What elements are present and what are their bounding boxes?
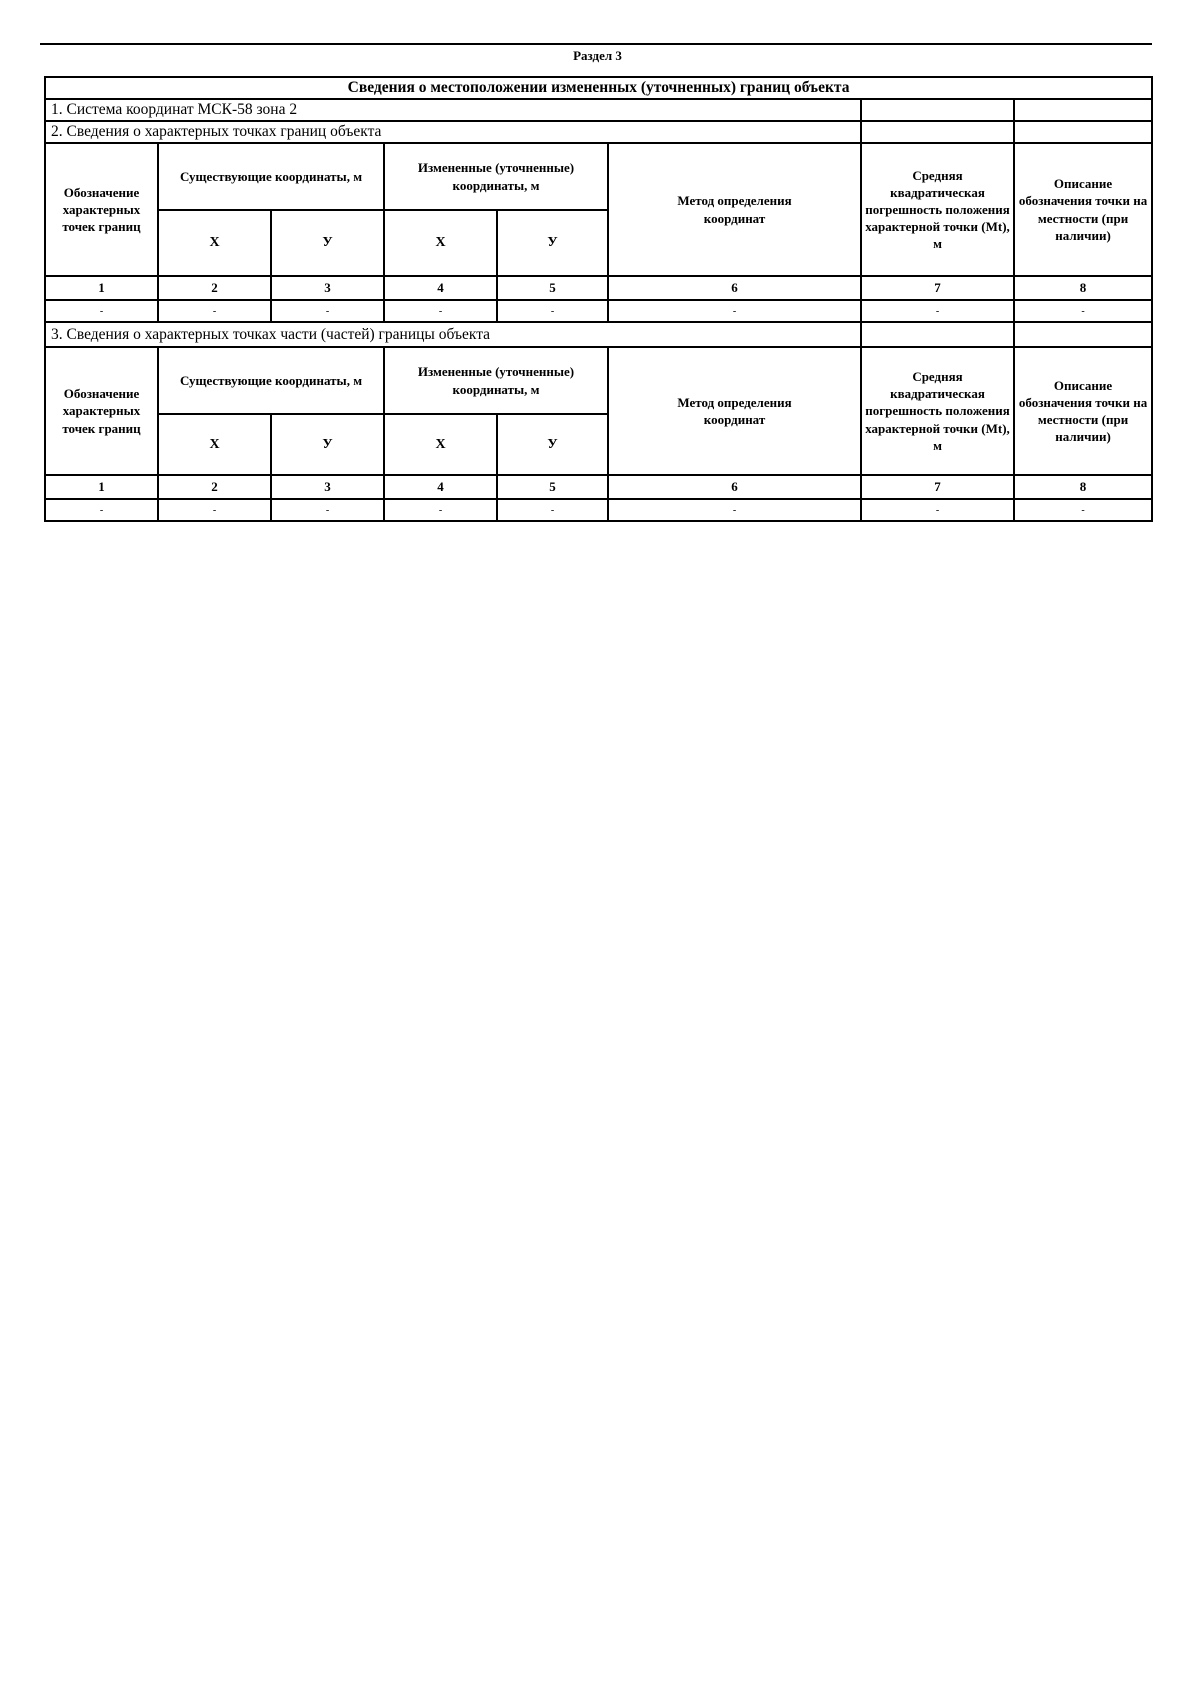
section3-column-numbers-row [45,475,1152,499]
empty-cell [861,99,1014,121]
table-title: Сведения о местоположении измененных (уточненных) границ объекта [45,77,1152,99]
empty-cell [1014,322,1152,347]
empty-value-cell: - [271,300,384,322]
header-changed-coords: Измененные (уточненные) координаты, м [384,143,608,210]
empty-value-cell: - [1014,499,1152,521]
column-number: 2 [158,475,271,499]
empty-value-cell: - [158,499,271,521]
header-existing-coords: Существующие координаты, м [158,143,384,210]
column-number: 8 [1014,276,1152,300]
column-number: 6 [608,276,861,300]
header-changed-y: У [497,414,608,475]
empty-value-cell: - [608,499,861,521]
empty-value-cell: - [861,499,1014,521]
empty-value-cell: - [497,300,608,322]
empty-cell [861,121,1014,143]
empty-cell [861,322,1014,347]
header-existing-y: У [271,414,384,475]
column-number: 2 [158,276,271,300]
section3-header-group-row [45,347,1152,414]
boundaries-table [44,76,1153,522]
empty-value-cell: - [384,499,497,521]
empty-value-cell: - [861,300,1014,322]
header-changed-coords: Измененные (уточненные) координаты, м [384,347,608,414]
column-number: 4 [384,276,497,300]
column-number: 8 [1014,475,1152,499]
empty-value-cell: - [384,300,497,322]
column-number: 1 [45,276,158,300]
column-number: 4 [384,475,497,499]
header-rmse: Средняя квадратическая погрешность положения характерной точки (Mt), м [861,143,1014,276]
section2-column-numbers-row [45,276,1152,300]
section-label: Раздел 3 [573,48,622,63]
empty-value-cell: - [497,499,608,521]
column-number: 3 [271,276,384,300]
header-description: Описание обозначения точки на местности (при наличии) [1014,347,1152,475]
section3-heading-text: 3. Сведения о характерных точках части (частей) границы объекта [45,322,861,347]
header-method-text: Метод определения координат [677,394,792,427]
column-number: 3 [271,475,384,499]
header-method [608,347,861,475]
column-number: 7 [861,475,1014,499]
empty-value-cell: - [271,499,384,521]
column-number: 5 [497,276,608,300]
empty-value-cell: - [608,300,861,322]
section3-heading-row [45,322,1152,347]
header-changed-x: Х [384,210,497,276]
coordinate-system-text: 1. Система координат МСК-58 зона 2 [45,99,861,121]
empty-value-cell: - [45,499,158,521]
empty-value-cell: - [158,300,271,322]
empty-cell [1014,121,1152,143]
empty-cell [1014,99,1152,121]
empty-value-cell: - [1014,300,1152,322]
column-number: 1 [45,475,158,499]
empty-value-cell: - [45,300,158,322]
header-existing-coords: Существующие координаты, м [158,347,384,414]
column-number: 6 [608,475,861,499]
section2-header-group-row [45,143,1152,210]
header-designation: Обозначение характерных точек границ [45,143,158,276]
section2-data-row [45,300,1152,322]
section3-data-row [45,499,1152,521]
header-existing-x: Х [158,414,271,475]
header-method [608,143,861,276]
section2-heading-row [45,121,1152,143]
header-rmse: Средняя квадратическая погрешность положения характерной точки (Mt), м [861,347,1014,475]
header-changed-y: У [497,210,608,276]
header-existing-y: У [271,210,384,276]
coordinate-system-row [45,99,1152,121]
header-method-text: Метод определения координат [677,193,792,226]
header-description: Описание обозначения точки на местности (при наличии) [1014,143,1152,276]
column-number: 5 [497,475,608,499]
header-changed-x: Х [384,414,497,475]
header-existing-x: Х [158,210,271,276]
table-title-row [45,77,1152,99]
top-horizontal-rule [40,43,1152,45]
header-designation: Обозначение характерных точек границ [45,347,158,475]
section2-heading-text: 2. Сведения о характерных точках границ объекта [45,121,861,143]
column-number: 7 [861,276,1014,300]
